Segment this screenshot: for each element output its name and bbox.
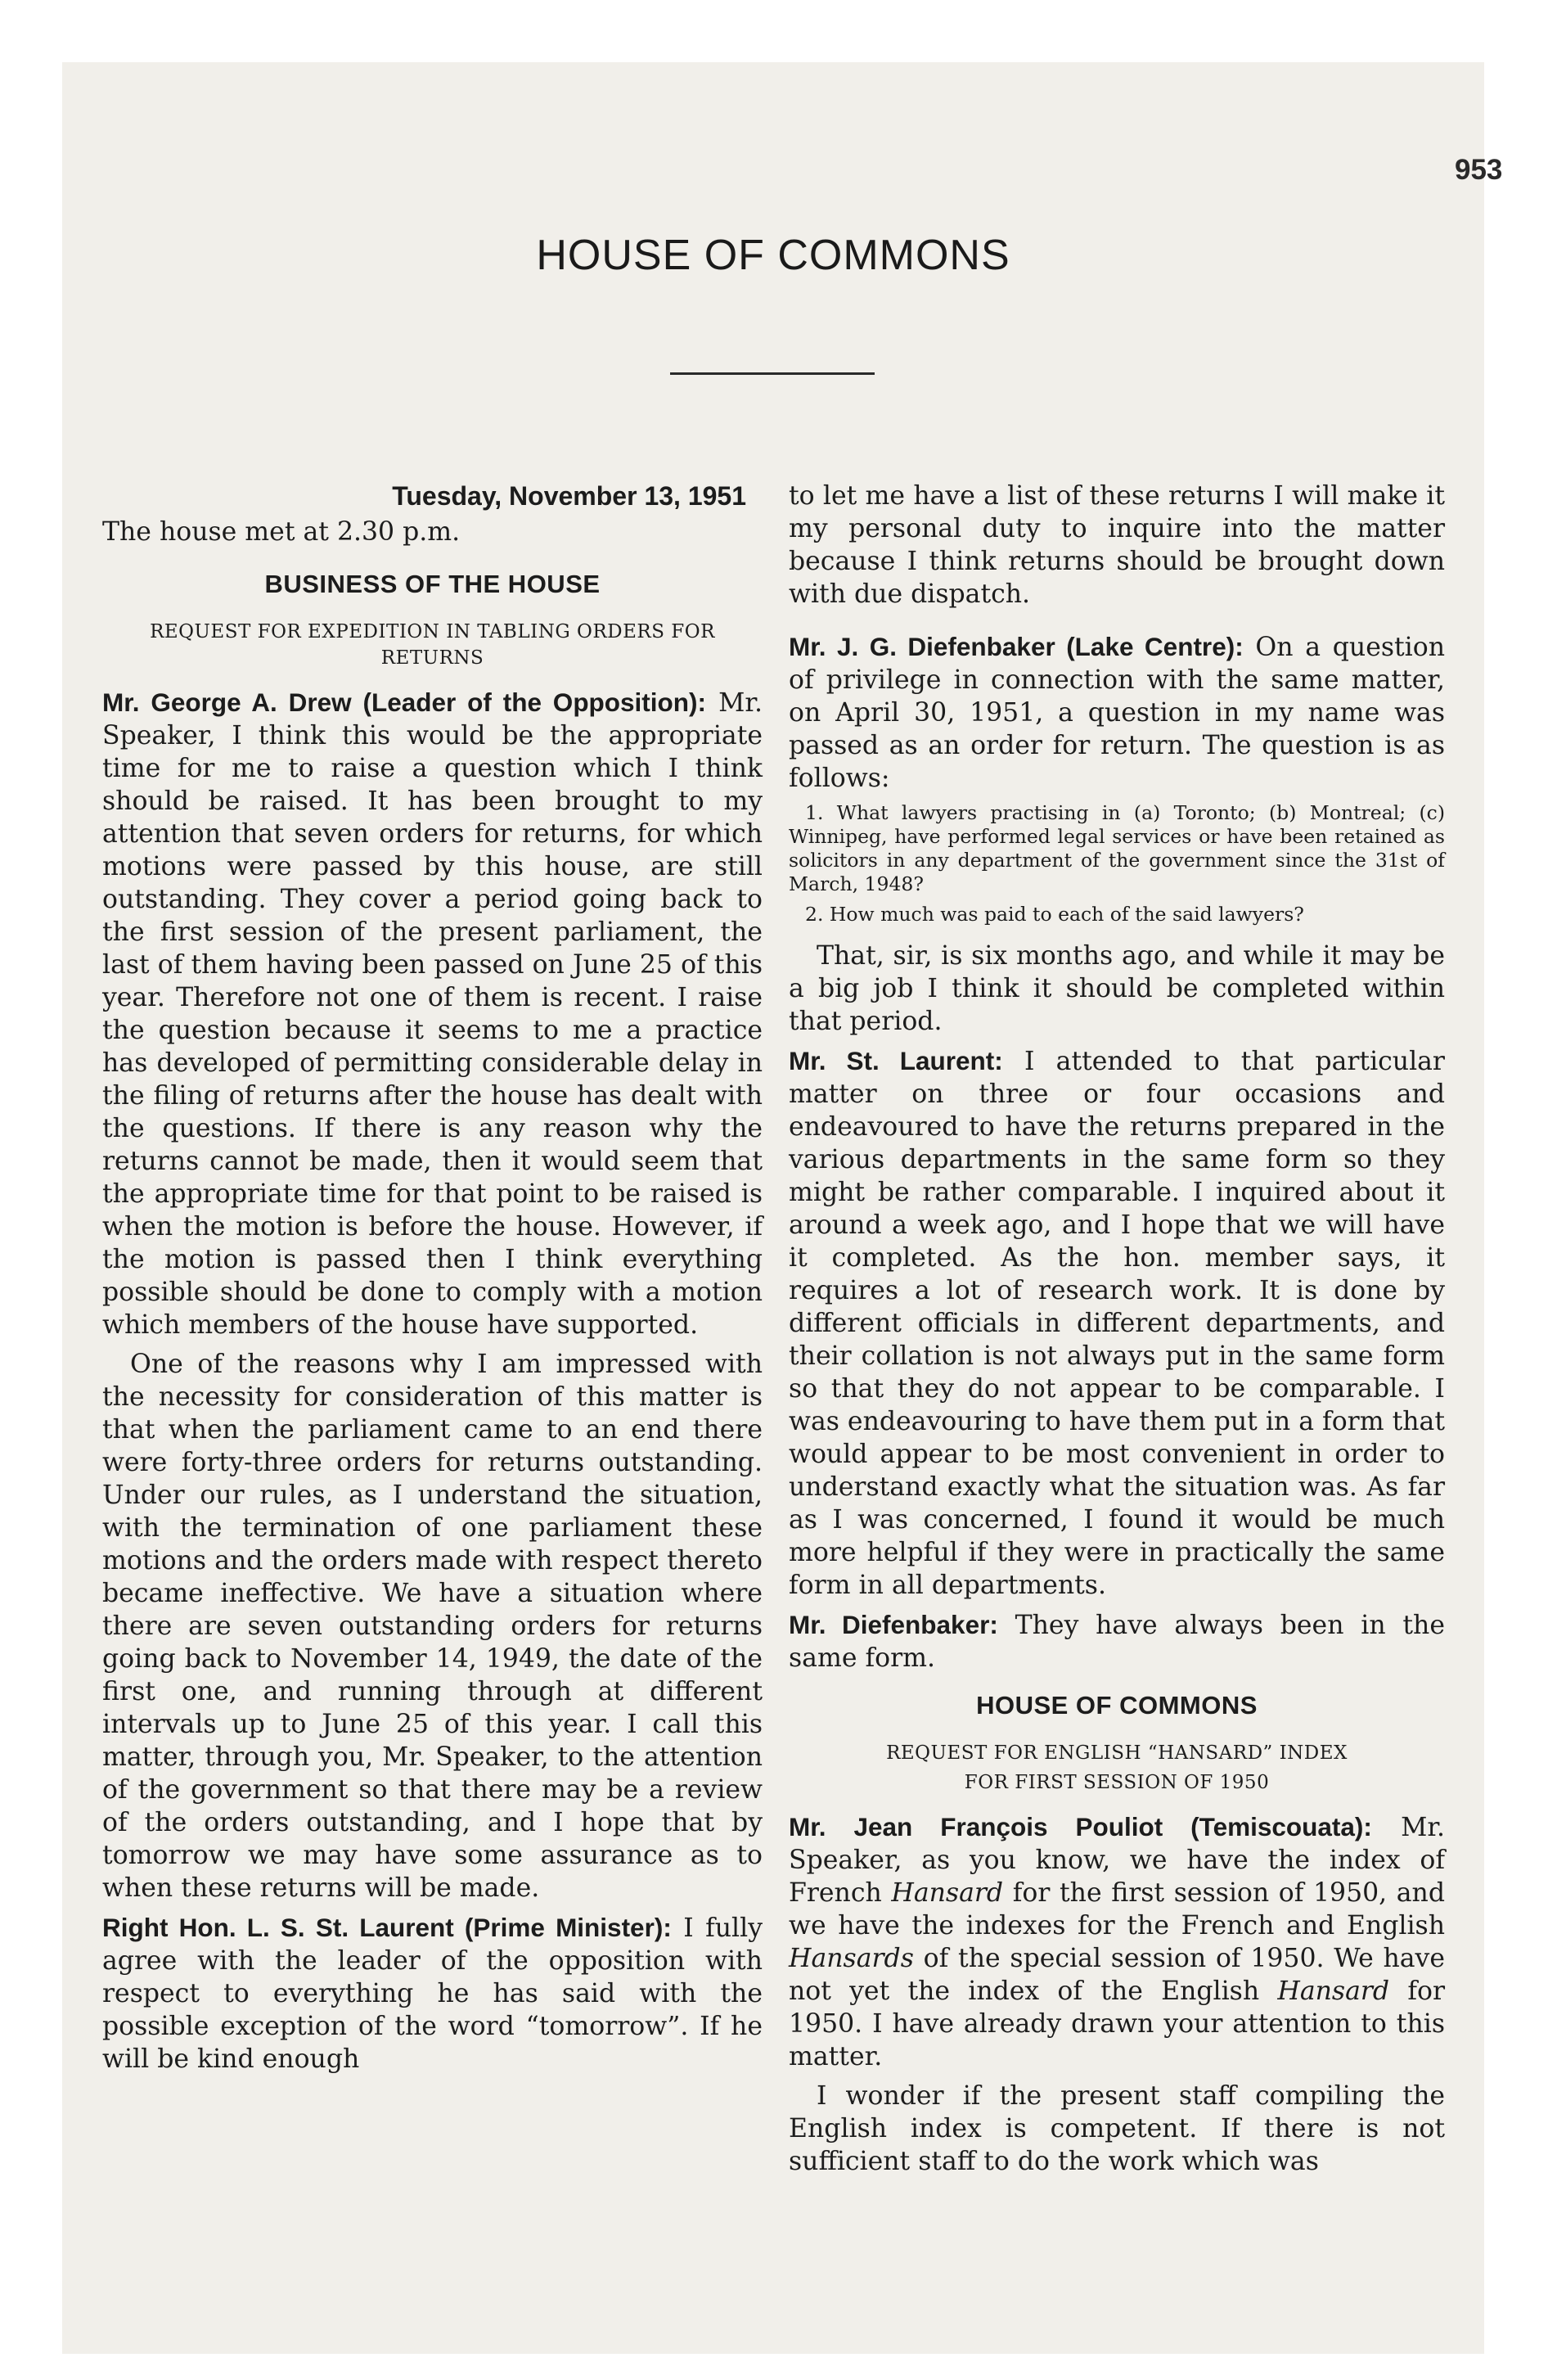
speech-diefenbaker-1: [789, 630, 1445, 795]
speaker-name: Mr. Jean François Pouliot (Temiscouata):: [789, 1812, 1372, 1841]
sitting-date: Tuesday, November 13, 1951: [392, 481, 746, 511]
speech-text: Mr. Speaker, as you know, we have the index of French: [789, 1813, 1445, 1908]
title-divider: [670, 372, 875, 375]
hansard-italic: Hansard: [891, 1878, 1004, 1908]
speech-stlaurent-1: [102, 1911, 763, 2076]
page-number: 953: [1455, 154, 1503, 186]
left-column: [102, 480, 763, 2076]
speech-text: for 1950. I have already drawn your attention to this matter.: [789, 1977, 1446, 2071]
subheading-hansard-index-2: FOR FIRST SESSION OF 1950: [964, 1772, 1270, 1793]
speaker-name: Mr. St. Laurent:: [789, 1046, 1003, 1075]
speech-drew-2: One of the reasons why I am impressed with the necessity for consideration of this matter is that when the parliament came to an end there were forty-three orders for returns outstanding. Under our rules, as I understand the situation, with the termination of one parliament these motions and the orders made with respect thereto became ineffective. We have a situation where there are seven outstanding orders for returns going back to November 14, 1949, the date of the first one, and running through at different intervals up to June 25 of this year. I call this matter, through you, Mr. Speaker, to the attention of the government so that there may be a review of the orders outstanding, and I hope that by tomorrow we may have some assurance as to when these returns will be made.: [102, 1350, 763, 1903]
page-title: HOUSE OF COMMONS: [536, 232, 1010, 279]
speech-text: On a question of privilege in connection with the same matter, on April 30, 1951, a question in my name was passed as an order for return. The question is as follows:: [789, 633, 1445, 793]
opening-line: The house met at 2.30 p.m.: [102, 517, 461, 547]
subheading-hansard-index-1: REQUEST FOR ENGLISH “HANSARD” INDEX: [886, 1742, 1348, 1764]
subheading-tabling-orders: REQUEST FOR EXPEDITION IN TABLING ORDERS FOR RETURNS: [150, 621, 715, 669]
hansard-page: [62, 62, 1503, 2354]
speaker-name: Mr. George A. Drew (Leader of the Opposition):: [102, 687, 707, 717]
speech-pouliot-2: I wonder if the present staff compiling the English index is competent. If there is not sufficient staff to do the work which was: [789, 2081, 1445, 2176]
speech-diefenbaker-2: That, sir, is six months ago, and while it may be a big job I think it should be completed within that period.: [789, 941, 1445, 1036]
speech-continuation: to let me have a list of these returns I will make it my personal duty to inquire into the matter because I think returns should be brought down with due dispatch.: [789, 481, 1445, 609]
speaker-name: Mr. J. G. Diefenbaker (Lake Centre):: [789, 632, 1244, 661]
speech-stlaurent-2: [789, 1044, 1445, 1602]
speech-text: They have always been in the same form.: [789, 1611, 1445, 1673]
speech-text: for the first session of 1950, and we have the indexes for the French and English: [789, 1878, 1445, 1941]
section-heading-commons: HOUSE OF COMMONS: [976, 1691, 1258, 1720]
speech-diefenbaker-3: [789, 1608, 1445, 1675]
section-heading-business: BUSINESS OF THE HOUSE: [264, 570, 601, 598]
hansards-italic: Hansards: [789, 1944, 914, 1973]
speech-text: of the special session of 1950. We have not yet the index of the English: [789, 1944, 1445, 2006]
quoted-question-2: 2. How much was paid to each of the said lawyers?: [805, 903, 1304, 926]
speaker-name: Mr. Diefenbaker:: [789, 1610, 998, 1639]
quoted-question-1: 1. What lawyers practising in (a) Toronto; (b) Montreal; (c) Winnipeg, have performed legal services or have been retained as solicitors in any department of the government since the 31st of March, 1948?: [789, 801, 1445, 895]
speaker-name: Right Hon. L. S. St. Laurent (Prime Minister):: [102, 1913, 672, 1942]
speech-drew-1: [102, 686, 763, 1341]
speech-text: Mr. Speaker, I think this would be the appropriate time for me to raise a question which I think should be raised. It has been brought to my attention that seven orders for returns, for which motions were passed by this house, are still outstanding. They cover a period going back to the first session of the present parliament, the last of them having been passed on June 25 of this year. Therefore not one of them is recent. I raise the question because it seems to me a practice has developed of permitting considerable delay in the filing of returns after the house has dealt with the questions. If there is any reason why the returns cannot be made, then it would seem that the appropriate time for that point to be raised is when the motion is before the house. However, if the motion is passed then I think everything possible should be done to comply with a motion which members of the house have supported.: [102, 688, 763, 1340]
speech-text: I fully agree with the leader of the opposition with respect to everything he has said with the possible exception of the word “tomorrow”. If he will be kind enough: [102, 1913, 763, 2074]
hansard-italic: Hansard: [1277, 1977, 1390, 2006]
speech-text: I attended to that particular matter on three or four occasions and endeavoured to have the returns prepared in the various departments in the same form so they might be rather comparable. I inquired about it around a week ago, and I hope that we will have it completed. As the hon. member says, it requires a lot of research work. It is done by different officials in different departments, and their collation is not always put in the same form so that they do not appear to be comparable. I was endeavouring to have them put in a form that would appear to be most convenient in order to understand exactly what the situation was. As far as I was concerned, I found it would be much more helpful if they were in practically the same form in all departments.: [789, 1047, 1445, 1600]
right-column: [789, 480, 1445, 2183]
speech-pouliot-1: [789, 1810, 1445, 2073]
